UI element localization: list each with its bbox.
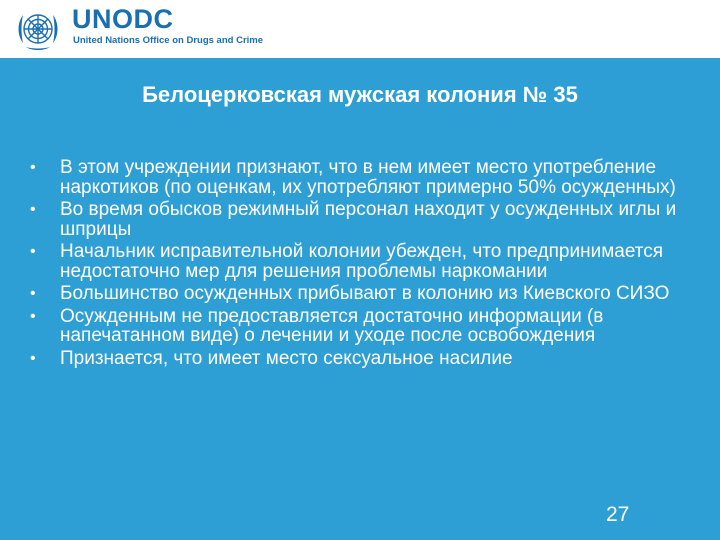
- org-subtitle: United Nations Office on Drugs and Crime: [73, 35, 264, 46]
- bullet-dot-icon: •: [30, 285, 36, 302]
- bullet-text: Начальник исправительной колонии убежден, что предпринимается недостаточно мер для решения проблемы наркомании: [60, 241, 664, 282]
- org-name: UNODC: [72, 4, 174, 34]
- header-bar: [0, 0, 720, 58]
- slide-title: Белоцерковская мужская колония № 35: [142, 82, 578, 107]
- bullet-text: Большинство осужденных прибывают в колонию из Киевского СИЗО: [60, 283, 670, 304]
- bullet-text: Признается, что имеет место сексуальное насилие: [60, 347, 513, 369]
- bullet-text: В этом учреждении признают, что в нем имеет место употребление наркотиков (по оценкам, их употребляют примерно 50% осужденных): [60, 157, 676, 198]
- bullet-item: [30, 307, 694, 346]
- bullet-item: [30, 284, 694, 304]
- bullet-dot-icon: •: [30, 349, 36, 367]
- bullet-dot-icon: •: [30, 307, 36, 325]
- page-number: 27: [606, 503, 630, 526]
- bullet-list: [30, 158, 694, 371]
- bullet-dot-icon: •: [30, 243, 36, 260]
- bullet-dot-icon: •: [30, 201, 36, 218]
- bullet-item: [30, 158, 694, 197]
- bullet-item: [30, 200, 694, 239]
- bullet-dot-icon: •: [30, 159, 36, 176]
- bullet-item: [30, 242, 694, 281]
- bullet-text: Во время обысков режимный персонал находит у осужденных иглы и шприцы: [60, 199, 677, 240]
- bullet-text: Осужденным не предоставляется достаточно информации (в напечатанном виде) о лечении и уходе после освобождения: [60, 305, 604, 346]
- un-emblem-icon: [14, 5, 62, 53]
- bullet-item: [30, 349, 694, 369]
